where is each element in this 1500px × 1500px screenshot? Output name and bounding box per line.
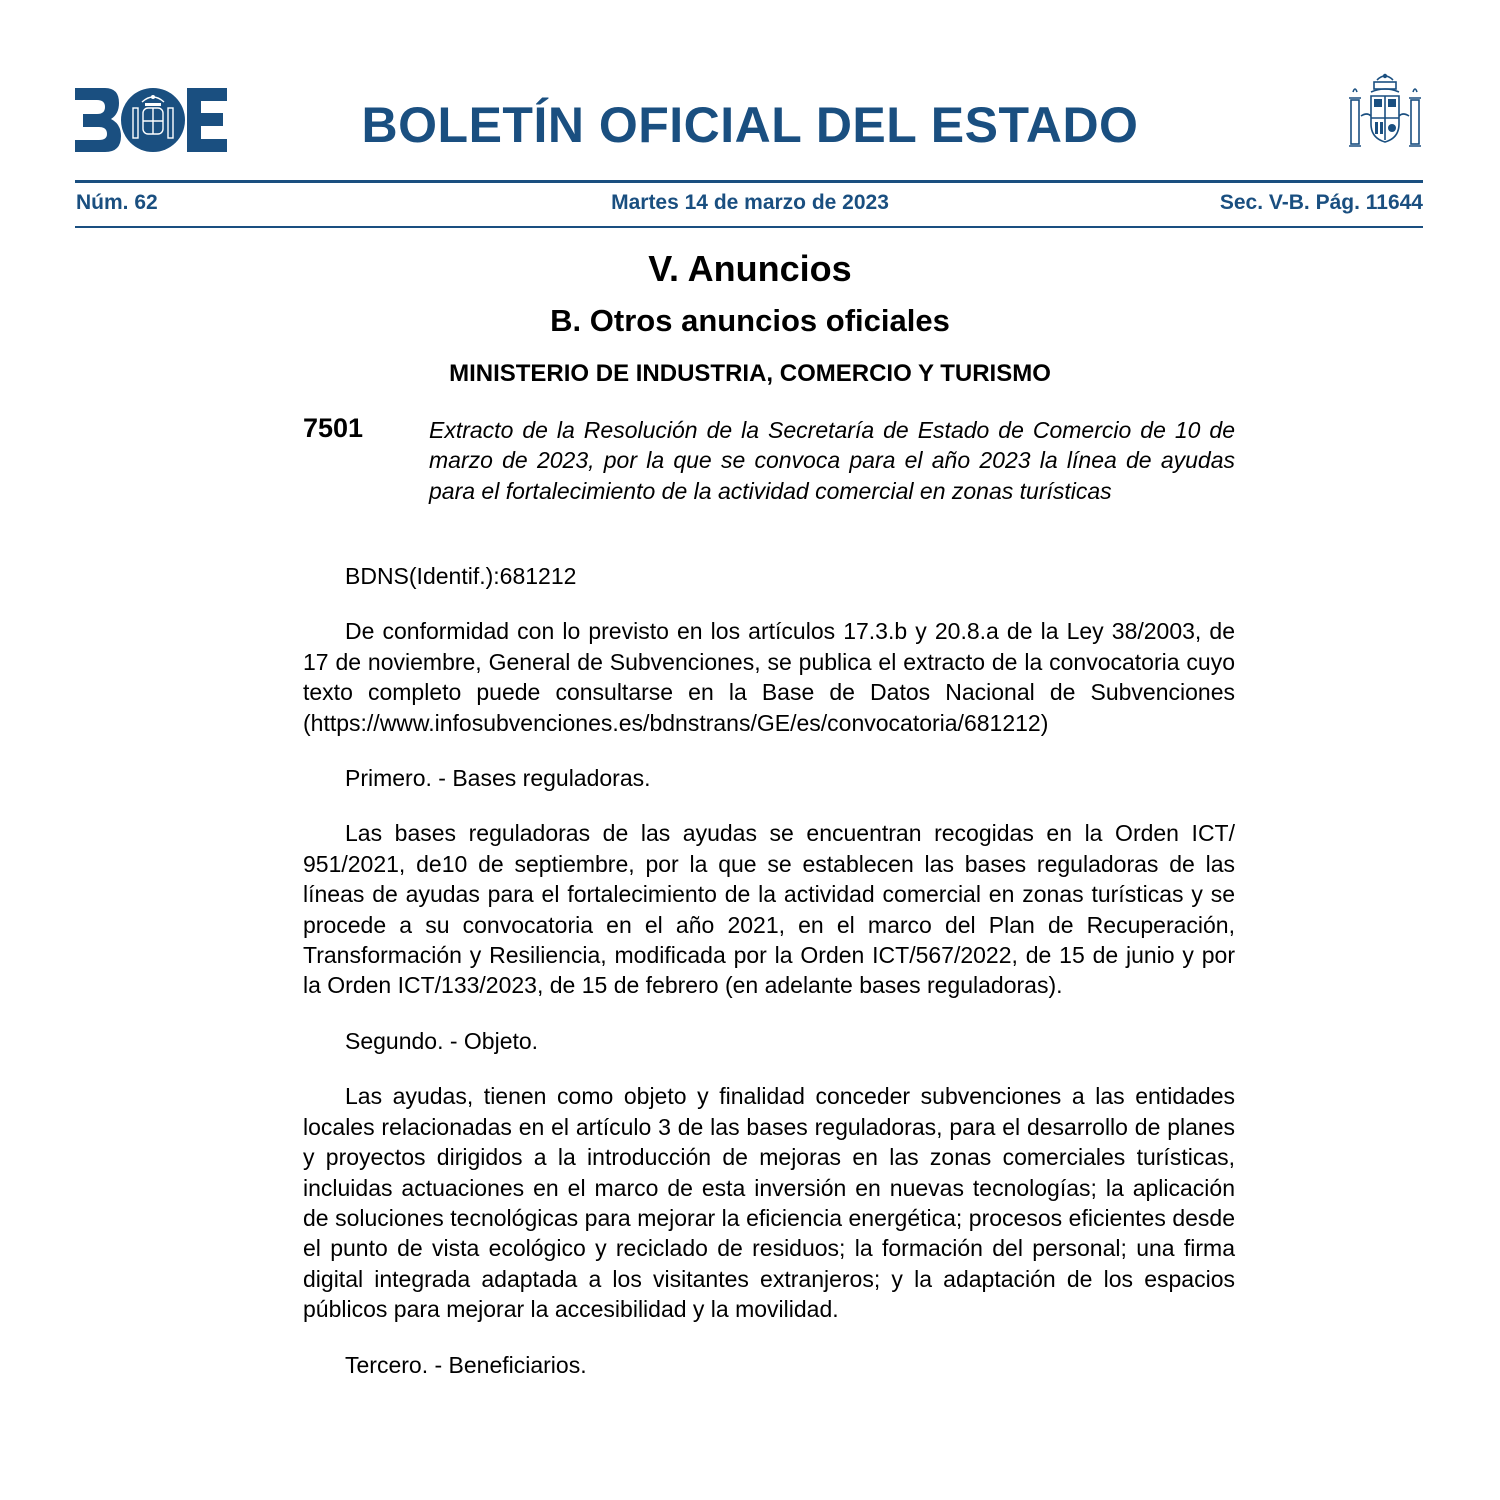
issue-number: Núm. 62 bbox=[76, 191, 158, 214]
entry-number: 7501 bbox=[303, 413, 364, 443]
header-top-rule bbox=[75, 180, 1423, 183]
paragraph-intro: De conformidad con lo previsto en los artículos 17.3.b y 20.8.a de la Ley 38/2003, de 17 de noviembre, General de Subvenciones, se publica el extracto de la convocatoria cuyo texto completo puede consultarse en la Base de Datos Nacional de Subvenciones (https://www.infosubvenciones.es/bdnstrans/GE/es/convocatoria/681212) bbox=[303, 618, 1235, 736]
clause-heading-primero: Primero. - Bases reguladoras. bbox=[345, 765, 651, 792]
subsection-heading: B. Otros anuncios oficiales bbox=[550, 303, 950, 338]
clause-heading-tercero: Tercero. - Beneficiarios. bbox=[345, 1351, 587, 1378]
masthead-title: BOLETÍN OFICIAL DEL ESTADO bbox=[361, 97, 1139, 153]
entry-title: Extracto de la Resolución de la Secretaría de Estado de Comercio de 10 de marzo de 2023, por la que se convoca para el año 2023 la línea de ayudas para el fortalecimiento de la actividad comercial en zonas turísticas bbox=[429, 417, 1235, 504]
ministry-heading: MINISTERIO DE INDUSTRIA, COMERCIO Y TURISMO bbox=[449, 360, 1051, 387]
paragraph-bases: Las bases reguladoras de las ayudas se encuentran recogidas en la Orden ICT/ 951/2021, de10 de septiembre, por la que se establecen las bases reguladoras de las líneas de ayudas para el fortalecimiento de la actividad comercial en zonas turísticas y se procede a su convocatoria en el año 2021, en el marco del Plan de Recuperación, Transformación y Resiliencia, modificada por la Orden ICT/567/2022, de 15 de junio y por la Orden ICT/133/2023, de 15 de febrero (en adelante bases reguladoras). bbox=[303, 820, 1235, 999]
document-body bbox=[303, 561, 1235, 1405]
bdns-identifier: BDNS(Identif.):681212 bbox=[345, 563, 577, 589]
coat-of-arms-icon bbox=[1347, 72, 1423, 154]
header-bottom-rule bbox=[75, 226, 1423, 228]
paragraph-objeto: Las ayudas, tienen como objeto y finalidad conceder subvenciones a las entidades locales relacionadas en el artículo 3 de las bases reguladoras, para el desarrollo de planes y proyectos dirigidos a la introducción de mejoras en las zonas comerciales turísticas, incluidas actuaciones en el marco de esta inversión en nuevas tecnologías; la aplicación de soluciones tecnológicas para mejorar la eficiencia energética; procesos eficientes desde el punto de vista ecológico y reciclado de residuos; la formación del personal; una firma digital integrada adaptada a los visitantes extranjeros; y la adaptación de los espacios públicos para mejorar la accesibilidad y la movilidad. bbox=[303, 1083, 1235, 1323]
section-heading: V. Anuncios bbox=[648, 248, 852, 289]
issue-date: Martes 14 de marzo de 2023 bbox=[611, 191, 889, 214]
clause-heading-segundo: Segundo. - Objeto. bbox=[345, 1027, 539, 1054]
section-page: Sec. V-B. Pág. 11644 bbox=[1219, 191, 1423, 214]
